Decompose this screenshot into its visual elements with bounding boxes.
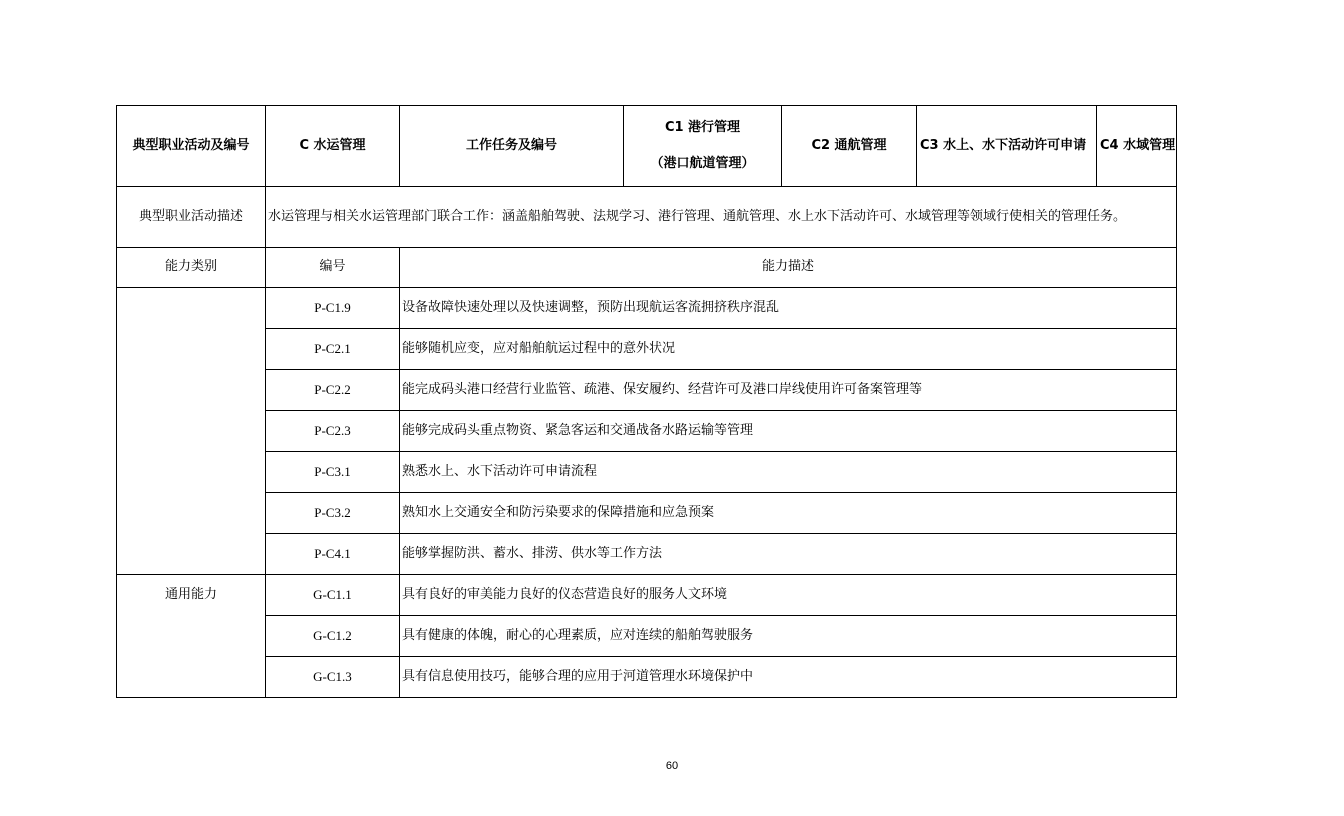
ability-code: G-C1.3: [266, 657, 400, 698]
ability-description: 熟知水上交通安全和防污染要求的保障措施和应急预案: [400, 493, 1177, 534]
table-row: [117, 288, 1177, 329]
ability-description: 具有良好的审美能力良好的仪态营造良好的服务人文环境: [400, 575, 1177, 616]
ability-description: 熟悉水上、水下活动许可申请流程: [400, 452, 1177, 493]
ability-code: P-C1.9: [266, 288, 400, 329]
ability-table: [116, 105, 1177, 698]
table-row: [117, 493, 1177, 534]
code-column-header: 编号: [266, 248, 400, 288]
ability-description: 能够掌握防洪、蓄水、排涝、供水等工作方法: [400, 534, 1177, 575]
task-c1: [624, 106, 782, 187]
task-label: 工作任务及编号: [400, 106, 624, 187]
table-row: [117, 452, 1177, 493]
category-column-header: 能力类别: [117, 248, 266, 288]
table-row: [117, 370, 1177, 411]
ability-description: 能够完成码头重点物资、紧急客运和交通战备水路运输等管理: [400, 411, 1177, 452]
page-number: 60: [665, 760, 679, 772]
ability-code: P-C3.2: [266, 493, 400, 534]
table-row: [117, 657, 1177, 698]
activity-value: C 水运管理: [266, 106, 400, 187]
ability-description: 能完成码头港口经营行业监管、疏港、保安履约、经营许可及港口岸线使用许可备案管理等: [400, 370, 1177, 411]
ability-code: P-C3.1: [266, 452, 400, 493]
ability-description: 能够随机应变，应对船舶航运过程中的意外状况: [400, 329, 1177, 370]
task-c4: C4 水域管理: [1097, 106, 1177, 187]
category-cell: [117, 288, 266, 575]
category-cell: 通用能力: [117, 575, 266, 698]
activity-label: 典型职业活动及编号: [117, 106, 266, 187]
ability-description: 具有健康的体魄，耐心的心理素质，应对连续的船舶驾驶服务: [400, 616, 1177, 657]
ability-code: G-C1.2: [266, 616, 400, 657]
ability-code: G-C1.1: [266, 575, 400, 616]
task-c1-subtitle: （港口航道管理）: [650, 156, 755, 171]
table-row: [117, 329, 1177, 370]
task-c3: C3 水上、水下活动许可申请: [917, 106, 1097, 187]
ability-description: 设备故障快速处理以及快速调整，预防出现航运客流拥挤秩序混乱: [400, 288, 1177, 329]
description-row: [117, 187, 1177, 248]
ability-description: 具有信息使用技巧，能够合理的应用于河道管理水环境保护中: [400, 657, 1177, 698]
ability-code: P-C2.3: [266, 411, 400, 452]
description-label: 典型职业活动描述: [117, 187, 266, 248]
column-header-row: [117, 248, 1177, 288]
ability-code: P-C2.2: [266, 370, 400, 411]
ability-column-header: 能力描述: [400, 248, 1177, 288]
table-row: [117, 575, 1177, 616]
table-row: [117, 411, 1177, 452]
table-row: [117, 616, 1177, 657]
table-row: [117, 534, 1177, 575]
task-c1-name: C1 港行管理: [664, 119, 741, 135]
task-c2: C2 通航管理: [782, 106, 917, 187]
ability-code: P-C4.1: [266, 534, 400, 575]
table-header-row: [117, 106, 1177, 187]
description-text: 水运管理与相关水运管理部门联合工作：涵盖船舶驾驶、法规学习、港行管理、通航管理、水上水下活动许可、水域管理等领域行使相关的管理任务。: [266, 187, 1177, 248]
ability-code: P-C2.1: [266, 329, 400, 370]
